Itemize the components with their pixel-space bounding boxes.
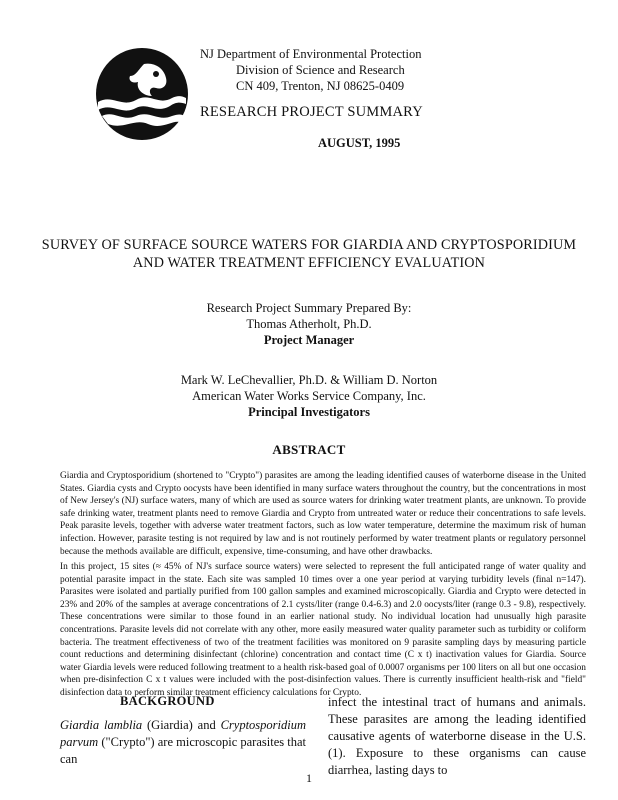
background-heading: BACKGROUND bbox=[120, 694, 215, 708]
background-column-right: infect the intestinal tract of humans and animals. These parasites are among the leading identified causative agents of waterborne disease in the U.S. (1). Exposure to these organisms can cause diarrhea, lasting days to bbox=[328, 695, 586, 777]
agency-logo bbox=[92, 44, 192, 144]
background-column-left bbox=[60, 717, 306, 768]
title-line-2: AND WATER TREATMENT EFFICIENCY EVALUATION bbox=[132, 255, 486, 271]
document-type: RESEARCH PROJECT SUMMARY bbox=[200, 104, 423, 120]
species-giardia: Giardia lamblia bbox=[60, 718, 143, 732]
abstract-heading: ABSTRACT bbox=[272, 442, 346, 457]
njdep-seal-icon bbox=[92, 44, 192, 144]
species-cryptosporidium: Cryptosporidium parvum bbox=[60, 718, 306, 749]
prepared-by-block bbox=[0, 300, 618, 348]
prepared-by-label: Research Project Summary Prepared By: bbox=[206, 301, 412, 315]
investigator-organization: American Water Works Service Company, Inc. bbox=[192, 389, 426, 403]
page-number: 1 bbox=[306, 771, 312, 785]
agency-address: CN 409, Trenton, NJ 08625-0409 bbox=[236, 79, 405, 93]
document-title bbox=[0, 236, 618, 272]
letterhead bbox=[200, 46, 421, 94]
investigator-role: Principal Investigators bbox=[248, 405, 370, 419]
title-line-1: SURVEY OF SURFACE SOURCE WATERS FOR GIARDIA AND CRYPTOSPORIDIUM bbox=[41, 237, 577, 253]
document-date: AUGUST, 1995 bbox=[318, 136, 401, 150]
project-manager-role: Project Manager bbox=[263, 333, 355, 347]
abstract-paragraph-2: In this project, 15 sites (≈ 45% of NJ's surface source waters) were selected to represent the full anticipated range of water quality and potential parasite impact in the state. Each site was sampled 10 times over a one year period at varying turbidity levels (final n=147). Parasites were isolated and partially purified from 100 gallon samples and examined microscopically. Giardia and Crypto were detected in 23% and 20% of the samples at average concentrations of 2.1 cysts/liter (range 0.4-6.3) and 2.0 oocysts/liter (range 0.3 - 9.8), respectively. These concentrations were similar to those found in an earlier national study. No individual location had unusually high parasite concentrations. Parasite levels did not correlate with any other, more easily measured water quality parameter such as turbidity or coliform bacteria. The treatment effectiveness of two of the treatment facilities was monitored on 9 parasite sampling days by measuring particle count reductions and determining disinfectant (chlorine) concentration and contact time (C x t) inactivation values for Giardia. Source water Giardia levels were reduced following treatment to a health risk-based goal of 0.0007 organisms per 100 liters on all but one occasion when pre-disinfection C x t values were included with the post-disinfection values. There is currently insufficient health-risk and "field" disinfection data to perform similar treatment efficiency calculations for Crypto. bbox=[60, 562, 586, 698]
abstract-paragraph-1: Giardia and Cryptosporidium (shortened to "Crypto") parasites are among the leading identified causes of waterborne disease in the United States. Giardia cysts and Crypto oocysts have been identified in many surface waters throughout the country, but the concentrations in most of New Jersey's (NJ) surface waters, many of which are used as source waters for drinking water treatment plants, are unknown. To provide safe drinking water, treatment plants need to remove Giardia and Crypto from untreated water or reduce their concentrations to safe levels. Peak parasite levels, together with adverse water treatment factors, such as low water temperature, determine the maximum risk of human infection. However, parasite testing is not required by law and is not routinely performed by water treatment plants or regulatory personnel because the methods available are difficult, expensive, time-consuming, and have other drawbacks. bbox=[60, 471, 586, 557]
investigator-names: Mark W. LeChevallier, Ph.D. & William D. Norton bbox=[180, 373, 438, 387]
background-text-left: ("Crypto") are microscopic parasites that can bbox=[60, 735, 306, 766]
project-manager-name: Thomas Atherholt, Ph.D. bbox=[246, 317, 372, 331]
common-name-giardia: (Giardia) and bbox=[142, 718, 221, 732]
division-name: Division of Science and Research bbox=[236, 63, 405, 77]
investigators-block bbox=[0, 372, 618, 420]
agency-name: NJ Department of Environmental Protection bbox=[200, 47, 422, 61]
